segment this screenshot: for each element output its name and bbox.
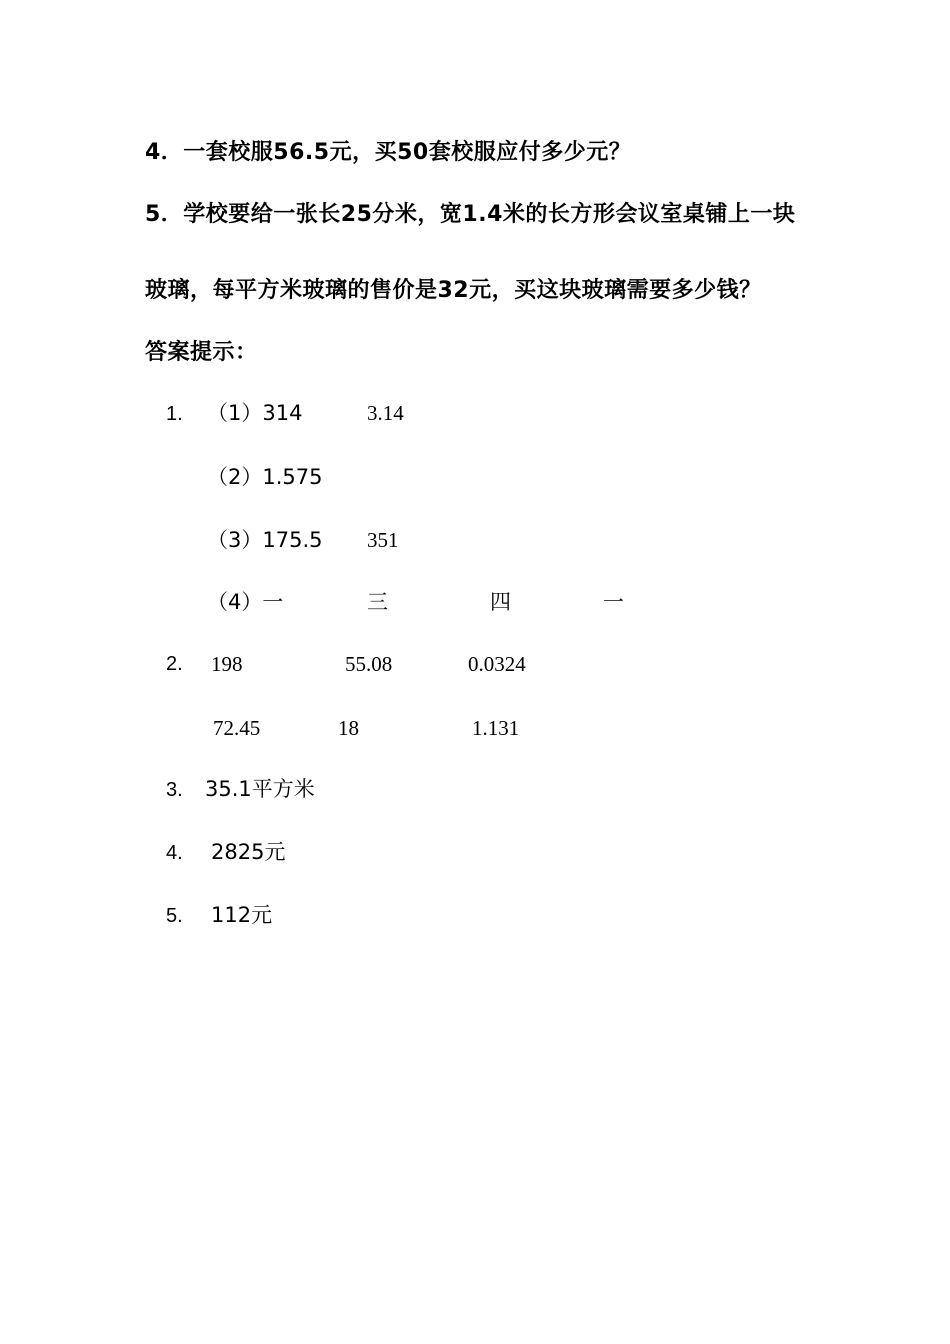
answer-1-part-1-value-2: 3.14: [367, 401, 404, 425]
answer-1-part-4-value-2: 三: [367, 590, 388, 614]
answer-3-value: 35.1平方米: [205, 777, 315, 801]
question-5-line-2: 玻璃，每平方米玻璃的售价是32元，买这块玻璃需要多少钱？: [145, 278, 762, 303]
answer-2-row-1-value-3: 0.0324: [468, 652, 526, 676]
answer-2-number: 2.: [166, 653, 183, 675]
answer-5-number: 5.: [166, 905, 183, 927]
answer-1-part-3-value-2: 351: [367, 528, 399, 552]
answer-4-number: 4.: [166, 842, 183, 864]
answer-4-value: 2825元: [211, 840, 286, 864]
answer-1-part-2: （2）1.575: [207, 465, 323, 489]
question-4: 4．一套校服56.5元，买50套校服应付多少元？: [145, 140, 632, 165]
answer-2-row-2-value-1: 72.45: [213, 716, 261, 740]
answer-2-row-2-value-2: 18: [338, 716, 359, 740]
answer-2-row-1-value-1: 198: [211, 652, 243, 676]
answer-1-part-3: （3）175.5: [207, 528, 323, 552]
answer-2-row-1-value-2: 55.08: [345, 652, 393, 676]
answer-5-value: 112元: [211, 903, 273, 927]
answer-1-number: 1.: [166, 403, 183, 425]
answers-heading: 答案提示：: [145, 340, 258, 365]
question-5-line-1: 5．学校要给一张长25分米，宽1.4米的长方形会议室桌铺上一块: [145, 202, 796, 227]
answer-1-part-1: （1）314: [207, 401, 303, 425]
answer-3-number: 3.: [166, 779, 183, 801]
answer-1-part-4-value-4: 一: [603, 590, 624, 614]
answer-1-part-4-value-3: 四: [490, 590, 511, 614]
answer-1-part-4: （4）一: [207, 590, 284, 614]
answer-2-row-2-value-3: 1.131: [472, 716, 520, 740]
